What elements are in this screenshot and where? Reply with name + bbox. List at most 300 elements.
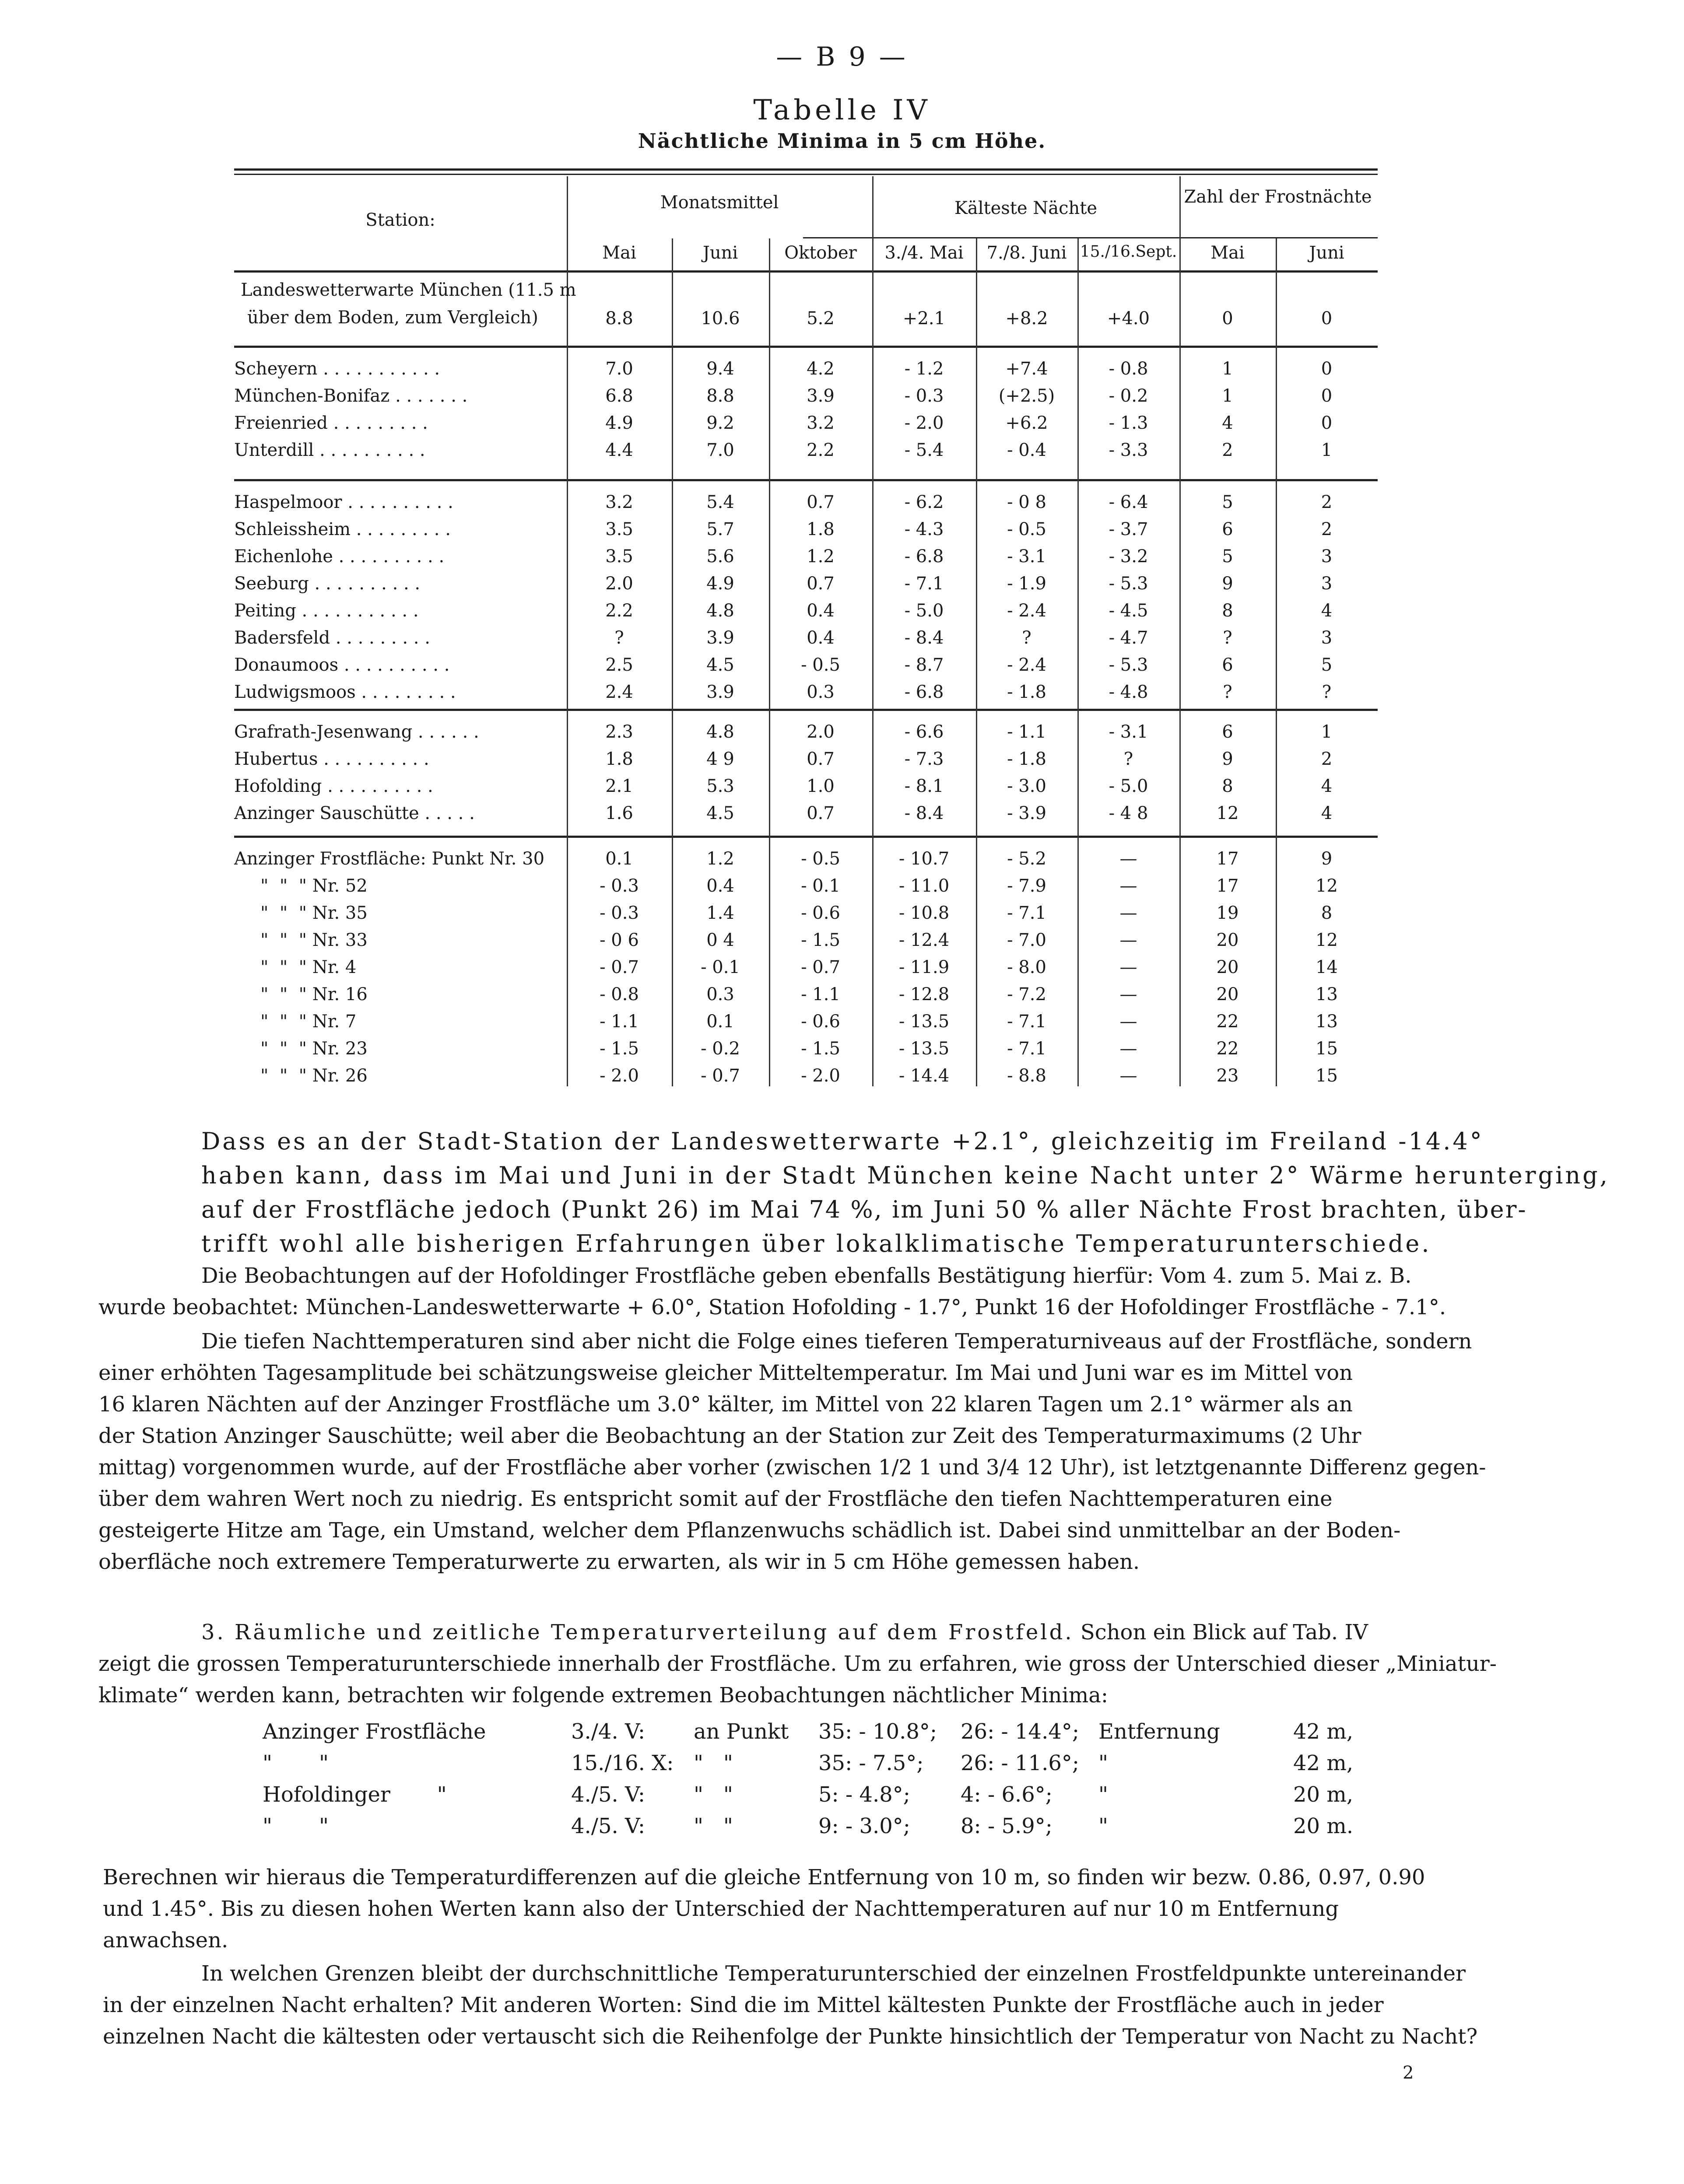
table-cell: - 1.1 [801, 984, 840, 1004]
table-cell: - 13.5 [898, 1039, 950, 1059]
table-cell: 5 [1222, 546, 1233, 567]
table-top-rule [234, 168, 1378, 171]
table-cell: 4 [1321, 803, 1333, 823]
station-name: Seeburg . . . . . . . . . . [234, 574, 421, 594]
table-cell: — [1119, 876, 1137, 896]
header-monatsmittel: Monatsmittel [660, 192, 779, 213]
table-cell: - 6.8 [904, 682, 944, 702]
table-cell: - 0.1 [801, 876, 840, 896]
example-cell: 5: - 4.8°; [818, 1782, 910, 1807]
group-rule-3 [234, 836, 1378, 838]
station-name: Badersfeld . . . . . . . . . [234, 628, 430, 648]
table-cell: 1.0 [807, 776, 835, 796]
example-cell: 35: - 7.5°; [818, 1751, 924, 1775]
table-cell: - 0.6 [801, 903, 840, 923]
example-cell: 26: - 11.6°; [961, 1751, 1080, 1775]
table-cell: 1 [1222, 386, 1233, 406]
table-cell: 3.2 [605, 492, 633, 512]
table-cell: - 0.2 [1109, 386, 1148, 406]
header-bottom-rule [234, 270, 1378, 273]
example-cell: 42 m, [1293, 1719, 1354, 1744]
example-cell: 9: - 3.0°; [818, 1814, 910, 1838]
table-cell: - 4.3 [904, 519, 944, 539]
paragraph-line: Berechnen wir hieraus die Temperaturdifferenzen auf die gleiche Entfernung von 10 m, so finden wir bezw. 0.86, 0.97, 0.90 [103, 1865, 1425, 1890]
table-cell: - 10.7 [898, 849, 950, 869]
table-cell: - 1.1 [600, 1012, 639, 1032]
table-cell: 0.1 [706, 1012, 734, 1032]
table-cell: — [1119, 1066, 1137, 1086]
example-cell: " [1098, 1782, 1109, 1807]
section-3-first-line [98, 1617, 1521, 1648]
station-name: Anzinger Frostfläche: Punkt Nr. 30 [234, 849, 545, 869]
paragraph-line: gesteigerte Hitze am Tage, ein Umstand, welcher dem Pflanzenwuchs schädlich ist. Dabei sind unmittelbar an der Boden- [98, 1518, 1401, 1543]
header-sub: Juni [1309, 243, 1344, 263]
header-zahl: Zahl der Frostnächte [1184, 187, 1372, 207]
table-cell: 1.8 [605, 749, 633, 769]
table-cell: - 6.2 [904, 492, 944, 512]
header-sub: Oktober [784, 243, 857, 263]
table-cell: 0 [1321, 359, 1333, 379]
table-cell: - 0.5 [801, 849, 840, 869]
table-cell: 0.7 [807, 574, 835, 594]
table-cell: - 12.8 [898, 984, 950, 1004]
table-cell: 14 [1316, 957, 1338, 977]
table-cell: 6 [1222, 655, 1233, 675]
table-cell: - 2.4 [1007, 655, 1046, 675]
table-cell: ? [1322, 682, 1332, 702]
table-cell: - 1.1 [1007, 722, 1046, 742]
table-cell: 0.4 [807, 628, 835, 648]
station-name: Donaumoos . . . . . . . . . . [234, 655, 450, 675]
table-cell: 2.2 [807, 440, 835, 460]
paragraph-line: einzelnen Nacht die kältesten oder vertauscht sich die Reihenfolge der Punkte hinsichtlich der Temperatur von Nacht zu Nacht? [103, 2024, 1478, 2049]
header-sub: 7./8. Juni [986, 243, 1067, 263]
example-cell: 4./5. V: [571, 1814, 646, 1838]
table-cell: 3.5 [605, 546, 633, 567]
table-cell: - 14.4 [898, 1066, 950, 1086]
paragraph-3 [98, 1326, 1521, 1578]
section-3 [98, 1617, 1521, 1711]
reference-value: +8.2 [1005, 308, 1048, 329]
table-cell: 2 [1222, 440, 1233, 460]
table-cell: - 7.2 [1007, 984, 1046, 1004]
table-cell: - 2.0 [801, 1066, 840, 1086]
paragraph-line: einer erhöhten Tagesamplitude bei schätzungsweise gleicher Mitteltemperatur. Im Mai und Juni war es im Mittel von [98, 1361, 1353, 1385]
table-cell: - 5.3 [1109, 574, 1148, 594]
reference-value: 0 [1222, 308, 1233, 329]
table-cell: - 3.2 [1109, 546, 1148, 567]
table-cell: - 13.5 [898, 1012, 950, 1032]
table-cell: 3.9 [706, 628, 734, 648]
table-cell: 5.4 [706, 492, 734, 512]
table-cell: 22 [1216, 1012, 1239, 1032]
table-cell: - 2.0 [904, 413, 944, 433]
table-cell: +6.2 [1005, 413, 1048, 433]
section-heading-rest: Schon ein Blick auf Tab. IV [1080, 1620, 1368, 1645]
table-cell: 5.3 [706, 776, 734, 796]
table-cell: - 8.4 [904, 628, 944, 648]
table-top-rule-2 [234, 174, 1378, 175]
station-name: Freienried . . . . . . . . . [234, 413, 428, 433]
table-cell: - 0.3 [600, 903, 639, 923]
paragraph-line: und 1.45°. Bis zu diesen hohen Werten kann also der Unterschied der Nachttemperaturen auf nur 10 m Entfernung [103, 1897, 1339, 1921]
table-cell: - 1.5 [801, 930, 840, 950]
table-cell: 5.7 [706, 519, 734, 539]
paragraph-line: Die tiefen Nachttemperaturen sind aber nicht die Folge eines tieferen Temperaturniveaus auf der Frostfläche, sondern [201, 1329, 1472, 1354]
table-cell: 2 [1321, 492, 1333, 512]
table-cell: 0 [1321, 386, 1333, 406]
station-name: " " " Nr. 26 [260, 1066, 368, 1086]
table-cell: - 1.2 [904, 359, 944, 379]
table-cell: - 4.8 [1109, 682, 1148, 702]
table-cell: - 0 6 [600, 930, 639, 950]
paragraph-line: trifft wohl alle bisherigen Erfahrungen über lokalklimatische Temperaturunterschiede. [201, 1230, 1431, 1257]
table-cell: 20 [1216, 984, 1239, 1004]
table-cell: 3.9 [706, 682, 734, 702]
table-cell: - 7.1 [1007, 903, 1046, 923]
paragraph-4 [103, 1862, 1521, 1956]
table-cell: 1 [1321, 440, 1333, 460]
paragraph-1 [201, 1124, 1610, 1261]
reference-value: +4.0 [1107, 308, 1150, 329]
station-name: Anzinger Sauschütte . . . . . [234, 803, 475, 823]
paragraph-line: in der einzelnen Nacht erhalten? Mit anderen Worten: Sind die im Mittel kältesten Punkte der Frostfläche auch in jeder [103, 1993, 1384, 2017]
table-cell: - 7.1 [1007, 1039, 1046, 1059]
table-cell: - 8.4 [904, 803, 944, 823]
example-cell: 42 m, [1293, 1751, 1354, 1775]
table-cell: - 6.8 [904, 546, 944, 567]
table-cell: 0 4 [706, 930, 734, 950]
example-cell: " " [263, 1751, 329, 1775]
table-cell: 0.3 [807, 682, 835, 702]
station-name: Grafrath-Jesenwang . . . . . . [234, 722, 479, 742]
paragraph-line: anwachsen. [103, 1928, 228, 1953]
table-cell: — [1119, 957, 1137, 977]
example-cell: Anzinger Frostfläche [263, 1719, 486, 1744]
example-cell: " " [694, 1814, 733, 1838]
paragraph-line: der Station Anzinger Sauschütte; weil aber die Beobachtung an der Station zur Zeit des Temperaturmaximums (2 Uhr [98, 1424, 1361, 1448]
table-cell: 22 [1216, 1039, 1239, 1059]
paragraph-line: Die Beobachtungen auf der Hofoldinger Frostfläche geben ebenfalls Bestätigung hierfür: Vom 4. zum 5. Mai z. B. [201, 1264, 1412, 1288]
table-cell: 2.0 [605, 574, 633, 594]
table-cell: 20 [1216, 957, 1239, 977]
example-cell: " [1098, 1814, 1109, 1838]
paragraph-2 [98, 1260, 1521, 1323]
paragraph-line: über dem wahren Wert noch zu niedrig. Es entspricht somit auf der Frostfläche den tiefen Nachttemperaturen eine [98, 1487, 1333, 1511]
table-cell: 5 [1321, 655, 1333, 675]
example-cell: 8: - 5.9°; [961, 1814, 1052, 1838]
table-cell: - 5.4 [904, 440, 944, 460]
group-rule-1 [234, 479, 1378, 481]
table-cell: - 2.4 [1007, 601, 1046, 621]
table-cell: 4.8 [706, 722, 734, 742]
table-cell: 1 [1222, 359, 1233, 379]
table-cell: — [1119, 1012, 1137, 1032]
table-cell: ? [1123, 749, 1133, 769]
header-station: Station: [365, 210, 435, 230]
station-name: Haspelmoor . . . . . . . . . . [234, 492, 453, 512]
table-cell: 12 [1216, 803, 1239, 823]
table-cell: 13 [1316, 1012, 1338, 1032]
table-cell: - 0.3 [904, 386, 944, 406]
table-cell: — [1119, 1039, 1137, 1059]
table-cell: — [1119, 849, 1137, 869]
table-cell: 0.4 [706, 876, 734, 896]
table-cell: 4 [1321, 601, 1333, 621]
table-cell: 4.8 [706, 601, 734, 621]
table-cell: ? [614, 628, 624, 648]
table-cell: 9 [1222, 749, 1233, 769]
table-cell: 4 [1321, 776, 1333, 796]
table-cell: - 3.0 [1007, 776, 1046, 796]
table-cell: - 0.8 [600, 984, 639, 1004]
table-cell: 9 [1222, 574, 1233, 594]
table-cell: - 0.6 [801, 1012, 840, 1032]
table-cell: - 6.6 [904, 722, 944, 742]
header-sub: Mai [1210, 243, 1245, 263]
table-cell: (+2.5) [998, 386, 1055, 406]
table-cell: - 0.8 [1109, 359, 1148, 379]
header-sub: 3./4. Mai [884, 243, 964, 263]
table-cell: 0.7 [807, 749, 835, 769]
reference-station-line2: über dem Boden, zum Vergleich) [247, 308, 538, 328]
paragraph-line: 16 klaren Nächten auf der Anzinger Frostfläche um 3.0° kälter, im Mittel von 22 klaren Tagen um 2.1° wärmer als an [98, 1392, 1353, 1417]
table-cell: 1.2 [807, 546, 835, 567]
station-name: Schleissheim . . . . . . . . . [234, 519, 451, 539]
table-cell: 8 [1222, 776, 1233, 796]
reference-station-line1: Landeswetterwarte München (11.5 m [241, 280, 576, 300]
example-cell: 20 m, [1293, 1782, 1354, 1807]
table-cell: 13 [1316, 984, 1338, 1004]
station-name: Ludwigsmoos . . . . . . . . . [234, 682, 456, 702]
table-cell: 9.2 [706, 413, 734, 433]
table-cell: - 11.9 [898, 957, 950, 977]
table-cell: - 0.1 [701, 957, 740, 977]
table-cell: 7.0 [706, 440, 734, 460]
table-cell: - 0.3 [600, 876, 639, 896]
table-cell: 9.4 [706, 359, 734, 379]
table-cell: - 0.2 [701, 1039, 740, 1059]
table-cell: +7.4 [1005, 359, 1048, 379]
table-cell: - 0.7 [801, 957, 840, 977]
example-cell: 3./4. V: [571, 1719, 646, 1744]
table-cell: 0.1 [605, 849, 633, 869]
header-sub-rule [803, 237, 1378, 238]
paragraph-line: haben kann, dass im Mai und Juni in der Stadt München keine Nacht unter 2° Wärme herunterging, [201, 1162, 1610, 1189]
example-cell: Entfernung [1098, 1719, 1220, 1744]
paragraph-line: klimate“ werden kann, betrachten wir folgende extremen Beobachtungen nächtlicher Minima: [98, 1683, 1109, 1708]
table-cell: 4.9 [605, 413, 633, 433]
table-cell: - 1.5 [801, 1039, 840, 1059]
table-cell: - 7.3 [904, 749, 944, 769]
table-cell: 5 [1222, 492, 1233, 512]
reference-value: 5.2 [807, 308, 835, 329]
paragraph-line: In welchen Grenzen bleibt der durchschnittliche Temperaturunterschied der einzelnen Frostfeldpunkte untereinander [201, 1961, 1466, 1986]
table-cell: - 5.2 [1007, 849, 1046, 869]
table-cell: 0.3 [706, 984, 734, 1004]
paragraph-line: auf der Frostfläche jedoch (Punkt 26) im Mai 74 %, im Juni 50 % aller Nächte Frost brachten, über- [201, 1196, 1527, 1223]
table-cell: 17 [1216, 876, 1239, 896]
table-cell: 19 [1216, 903, 1239, 923]
table-cell: 6 [1222, 722, 1233, 742]
table-cell: 20 [1216, 930, 1239, 950]
table-cell: 2.4 [605, 682, 633, 702]
table-cell: 8 [1222, 601, 1233, 621]
reference-value: 10.6 [701, 308, 740, 329]
example-cell: 15./16. X: [571, 1751, 674, 1775]
table-cell: - 3.1 [1109, 722, 1148, 742]
example-cell: " " [694, 1782, 733, 1807]
table-cell: - 5.0 [904, 601, 944, 621]
table-cell: 1.6 [605, 803, 633, 823]
table-cell: 2.1 [605, 776, 633, 796]
table-cell: 1.4 [706, 903, 734, 923]
page-number: — B 9 — [776, 42, 908, 72]
table-cell: - 1.8 [1007, 749, 1046, 769]
table-cell: - 8.1 [904, 776, 944, 796]
table-cell: 15 [1316, 1039, 1338, 1059]
station-name: " " " Nr. 7 [260, 1012, 357, 1032]
table-cell: - 10.8 [898, 903, 950, 923]
table-cell: - 7.0 [1007, 930, 1046, 950]
table-title: Tabelle IV [753, 94, 931, 126]
group-rule-0 [234, 346, 1378, 348]
table-cell: 12 [1316, 930, 1338, 950]
example-cell: 26: - 14.4°; [961, 1719, 1080, 1744]
table-cell: - 0.5 [1007, 519, 1046, 539]
station-name: Unterdill . . . . . . . . . . [234, 440, 425, 460]
station-name: Hubertus . . . . . . . . . . [234, 749, 429, 769]
table-cell: 3.9 [807, 386, 835, 406]
reference-value: +2.1 [902, 308, 946, 329]
table-cell: ? [1022, 628, 1031, 648]
table-cell: - 8.7 [904, 655, 944, 675]
station-name: Eichenlohe . . . . . . . . . . [234, 546, 445, 567]
station-name: " " " Nr. 52 [260, 876, 368, 896]
example-cell: 4: - 6.6°; [961, 1782, 1052, 1807]
table-cell: 17 [1216, 849, 1239, 869]
example-cell: 20 m. [1293, 1814, 1354, 1838]
table-cell: - 2.0 [600, 1066, 639, 1086]
table-cell: 8 [1321, 903, 1333, 923]
table-cell: 0.7 [807, 492, 835, 512]
table-cell: - 7.1 [1007, 1012, 1046, 1032]
table-cell: - 4.7 [1109, 628, 1148, 648]
table-cell: - 7.9 [1007, 876, 1046, 896]
table-cell: — [1119, 984, 1137, 1004]
table-cell: - 0.7 [600, 957, 639, 977]
section-heading: 3. Räumliche und zeitliche Temperaturverteilung auf dem Frostfeld. [201, 1620, 1074, 1645]
table-cell: - 3.3 [1109, 440, 1148, 460]
header-sub: Mai [602, 243, 636, 263]
table-cell: 3 [1321, 574, 1333, 594]
table-cell: - 1.5 [600, 1039, 639, 1059]
table-cell: 5.6 [706, 546, 734, 567]
example-cell: 4./5. V: [571, 1782, 646, 1807]
table-cell: - 1.8 [1007, 682, 1046, 702]
table-cell: - 12.4 [898, 930, 950, 950]
station-name: " " " Nr. 33 [260, 930, 368, 950]
table-cell: - 8.8 [1007, 1066, 1046, 1086]
table-cell: 0.4 [807, 601, 835, 621]
footer-number: 2 [1403, 2063, 1414, 2083]
station-name: Hofolding . . . . . . . . . . [234, 776, 433, 796]
table-subtitle: Nächtliche Minima in 5 cm Höhe. [638, 129, 1046, 153]
table-cell: - 3.7 [1109, 519, 1148, 539]
paragraph-line: oberfläche noch extremere Temperaturwerte zu erwarten, als wir in 5 cm Höhe gemessen haben. [98, 1550, 1140, 1574]
table-cell: - 8.0 [1007, 957, 1046, 977]
table-cell: 0.7 [807, 803, 835, 823]
table-cell: 4.5 [706, 803, 734, 823]
paragraph-line: mittag) vorgenommen wurde, auf der Frostfläche aber vorher (zwischen 1/2 1 und 3/4 12 Uhr), ist letztgenannte Differenz gegen- [98, 1455, 1486, 1480]
table-cell: - 4 8 [1109, 803, 1148, 823]
table-cell: - 1.3 [1109, 413, 1148, 433]
station-name: " " " Nr. 16 [260, 984, 368, 1004]
example-cell: 35: - 10.8°; [818, 1719, 937, 1744]
table-cell: - 0.5 [801, 655, 840, 675]
paragraph-line: zeigt die grossen Temperaturunterschiede innerhalb der Frostfläche. Um zu erfahren, wie gross der Unterschied dieser „Miniatur- [98, 1652, 1497, 1676]
table-cell: 9 [1321, 849, 1333, 869]
paragraph-5 [103, 1958, 1521, 2052]
table-cell: 6 [1222, 519, 1233, 539]
table-cell: 4.2 [807, 359, 835, 379]
minima-table [234, 168, 1378, 1094]
station-name: Peiting . . . . . . . . . . . [234, 601, 419, 621]
table-cell: 2.2 [605, 601, 633, 621]
table-cell: - 5.0 [1109, 776, 1148, 796]
table-cell: ? [1223, 628, 1232, 648]
paragraph-line: Dass es an der Stadt-Station der Landeswetterwarte +2.1°, gleichzeitig im Freiland -14.4° [201, 1127, 1484, 1155]
reference-value: 8.8 [605, 308, 633, 329]
table-cell: 2.0 [807, 722, 835, 742]
station-name: " " " Nr. 35 [260, 903, 368, 923]
table-cell: - 4.5 [1109, 601, 1148, 621]
group-rule-2 [234, 709, 1378, 711]
example-cell: Hofoldinger " [263, 1782, 447, 1807]
table-cell: 2 [1321, 519, 1333, 539]
header-kaelteste: Kälteste Nächte [954, 198, 1097, 218]
example-cell: " " [263, 1814, 329, 1838]
station-name: München-Bonifaz . . . . . . . [234, 386, 468, 406]
table-cell: 2.3 [605, 722, 633, 742]
table-cell: — [1119, 903, 1137, 923]
table-cell: 7.0 [605, 359, 633, 379]
example-cell: an Punkt [694, 1719, 789, 1744]
table-cell: - 6.4 [1109, 492, 1148, 512]
table-cell: 2.5 [605, 655, 633, 675]
table-cell: 6.8 [605, 386, 633, 406]
table-cell: 4 9 [706, 749, 734, 769]
paragraph-line: wurde beobachtet: München-Landeswetterwarte + 6.0°, Station Hofolding - 1.7°, Punkt 16 der Hofoldinger Frostfläche - 7.1°. [98, 1295, 1446, 1320]
station-name: " " " Nr. 4 [260, 957, 357, 977]
table-cell: 4 [1222, 413, 1233, 433]
table-cell: — [1119, 930, 1137, 950]
header-sub: Juni [702, 243, 738, 263]
table-cell: 12 [1316, 876, 1338, 896]
station-name: Scheyern . . . . . . . . . . . [234, 359, 440, 379]
table-cell: 3.5 [605, 519, 633, 539]
example-cell: " [1098, 1751, 1109, 1775]
table-cell: - 0.7 [701, 1066, 740, 1086]
table-cell: 15 [1316, 1066, 1338, 1086]
example-cell: " " [694, 1751, 733, 1775]
table-cell: ? [1223, 682, 1232, 702]
header-sub: 15./16.Sept. [1080, 243, 1177, 261]
table-cell: - 7.1 [904, 574, 944, 594]
table-cell: - 0.4 [1007, 440, 1046, 460]
table-cell: - 11.0 [898, 876, 950, 896]
table-cell: 4.4 [605, 440, 633, 460]
